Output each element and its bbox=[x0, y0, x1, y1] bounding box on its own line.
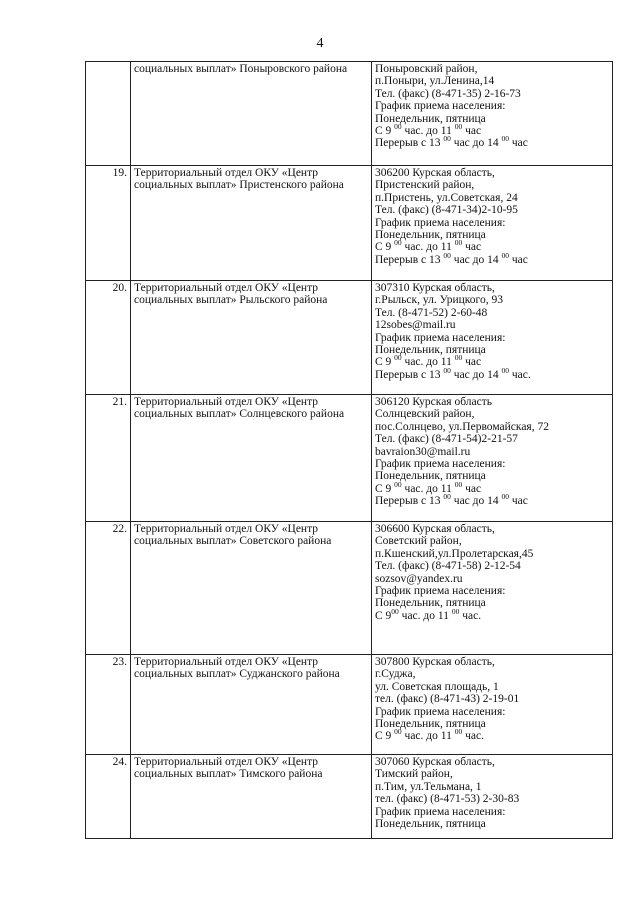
address-line: 307060 Курская область, bbox=[375, 756, 495, 768]
address-line: Тел. (факс) (8-471-58) 2-12-54 bbox=[375, 560, 521, 573]
address-line: тел. (факс) (8-471-43) 2-19-01 bbox=[375, 693, 520, 706]
time-minutes: 00 bbox=[394, 238, 402, 248]
address-line: п.Поныри, ул.Ленина,14 bbox=[375, 75, 495, 88]
row-number: 20. bbox=[86, 281, 131, 395]
address-line: Понедельник, пятница bbox=[375, 597, 486, 610]
address-line: 307800 Курская область, bbox=[375, 656, 495, 668]
time-minutes: 00 bbox=[443, 250, 451, 260]
address-line: Перерыв с 13 $^{00}$ час до 14 $^{00}$ час bbox=[375, 134, 528, 150]
row-number: 22. bbox=[86, 522, 131, 655]
address-line: пос.Солнцево, ул.Первомайская, 72 bbox=[375, 420, 549, 433]
office-name: Территориальный отдел ОКУ «Центр социальных выплат» Тимского района bbox=[131, 755, 372, 839]
address-line: С 9 $^{00}$ час. до 11 $^{00}$ час bbox=[375, 238, 482, 254]
time-minutes: 00 bbox=[451, 606, 460, 616]
time-minutes: 00 bbox=[501, 365, 509, 375]
time-minutes: 00 bbox=[394, 353, 402, 363]
address-line: г.Рыльск, ул. Урицкого, 93 bbox=[375, 294, 503, 307]
office-address bbox=[372, 522, 613, 655]
table-row bbox=[86, 755, 613, 839]
page-number: 4 bbox=[316, 36, 324, 51]
address-line: Тел. (факс) (8-471-54)2-21-57 bbox=[375, 433, 518, 446]
office-name: Территориальный отдел ОКУ «Центр социальных выплат» Пристенского района bbox=[131, 166, 372, 281]
table-row bbox=[86, 655, 613, 755]
address-line: 307310 Курская область, bbox=[375, 282, 495, 294]
address-line: С 9 $^{00}$ час. до 11 $^{00}$ час bbox=[375, 479, 482, 495]
time-minutes: 00 bbox=[454, 353, 463, 363]
office-address bbox=[372, 166, 613, 281]
address-line: Перерыв с 13 $^{00}$ час до 14 $^{00}$ час bbox=[375, 492, 528, 508]
time-minutes: 00 bbox=[391, 606, 399, 616]
address-line: С $9^{00}$ час. до 11 $^{00}$ час. bbox=[375, 606, 482, 622]
row-number: 23. bbox=[86, 655, 131, 755]
time-minutes: 00 bbox=[501, 250, 509, 260]
address-line: 306200 Курская область, bbox=[375, 167, 495, 179]
address-line: С 9 $^{00}$ час. до 11 $^{00}$ час bbox=[375, 122, 482, 138]
address-line: Пристенский район, bbox=[375, 179, 475, 192]
address-line: Перерыв с 13 $^{00}$ час до 14 $^{00}$ час. bbox=[375, 365, 531, 381]
time-minutes: 00 bbox=[454, 238, 463, 248]
table-row bbox=[86, 395, 613, 522]
offices-table-body bbox=[86, 62, 613, 839]
address-line: Перерыв с 13 $^{00}$ час до 14 $^{00}$ час bbox=[375, 250, 528, 266]
address-line: Тел. (факс) (8-471-35) 2-16-73 bbox=[375, 87, 521, 100]
address-line: 12sobes@mail.ru bbox=[375, 319, 456, 332]
address-line: Понедельник, пятница bbox=[375, 229, 486, 242]
address-line: С 9 $^{00}$ час. до 11 $^{00}$ час bbox=[375, 353, 482, 369]
time-minutes: 00 bbox=[443, 134, 451, 144]
time-minutes: 00 bbox=[454, 727, 463, 737]
table-row bbox=[86, 281, 613, 395]
office-address bbox=[372, 755, 613, 839]
address-line: Понедельник, пятница bbox=[375, 344, 486, 357]
address-line: Тел. (факс) (8-471-34)2-10-95 bbox=[375, 204, 518, 217]
address-line: 306120 Курская область bbox=[375, 396, 492, 408]
office-name: Территориальный отдел ОКУ «Центр социальных выплат» Рыльского района bbox=[131, 281, 372, 395]
address-line: График приема населения: bbox=[375, 458, 506, 471]
address-line: Солнцевский район, bbox=[375, 408, 475, 421]
address-line: График приема населения: bbox=[375, 100, 506, 113]
address-line: ул. Советская площадь, 1 bbox=[375, 680, 499, 693]
time-minutes: 00 bbox=[501, 134, 509, 144]
address-line: 306600 Курская область, bbox=[375, 523, 495, 535]
office-name: Территориальный отдел ОКУ «Центр социальных выплат» Советского района bbox=[131, 522, 372, 655]
address-line: п.Пристень, ул.Советская, 24 bbox=[375, 191, 518, 204]
time-minutes: 00 bbox=[394, 122, 402, 132]
row-number: 21. bbox=[86, 395, 131, 522]
address-line: п.Тим, ул.Тельмана, 1 bbox=[375, 780, 482, 793]
address-line: График приема населения: bbox=[375, 705, 506, 718]
row-number bbox=[86, 62, 131, 166]
address-line: sozsov@yandex.ru bbox=[375, 572, 463, 585]
address-line: bavraion30@mail.ru bbox=[375, 445, 471, 458]
address-line: Советский район, bbox=[375, 535, 462, 548]
address-line: С 9 $^{00}$ час. до 11 $^{00}$ час. bbox=[375, 727, 484, 743]
address-line: Понедельник, пятница bbox=[375, 470, 486, 483]
office-name: социальных выплат» Поныровского района bbox=[131, 62, 372, 166]
address-line: Тимский район, bbox=[375, 768, 453, 781]
address-line: График приема населения: bbox=[375, 585, 506, 598]
office-address bbox=[372, 655, 613, 755]
address-line: г.Суджа, bbox=[375, 668, 416, 681]
address-line: Понедельник, пятница bbox=[375, 818, 486, 831]
time-minutes: 00 bbox=[454, 122, 463, 132]
row-number: 19. bbox=[86, 166, 131, 281]
address-line: тел. (факс) (8-471-53) 2-30-83 bbox=[375, 793, 520, 806]
table-row bbox=[86, 166, 613, 281]
office-address bbox=[372, 395, 613, 522]
table-row bbox=[86, 62, 613, 166]
table-row bbox=[86, 522, 613, 655]
address-line: п.Кшенский,ул.Пролетарская,45 bbox=[375, 547, 534, 560]
row-number: 24. bbox=[86, 755, 131, 839]
address-line: График приема населения: bbox=[375, 805, 506, 818]
office-address bbox=[372, 62, 613, 166]
offices-table bbox=[85, 61, 613, 839]
address-line: Поныровский район, bbox=[375, 63, 478, 75]
time-minutes: 00 bbox=[501, 492, 509, 502]
address-line: Понедельник, пятница bbox=[375, 112, 486, 125]
address-line: График приема населения: bbox=[375, 331, 506, 344]
time-minutes: 00 bbox=[443, 365, 451, 375]
office-name: Территориальный отдел ОКУ «Центр социальных выплат» Суджанского района bbox=[131, 655, 372, 755]
time-minutes: 00 bbox=[394, 727, 402, 737]
address-line: График приема населения: bbox=[375, 216, 506, 229]
office-name: Территориальный отдел ОКУ «Центр социальных выплат» Солнцевского района bbox=[131, 395, 372, 522]
office-address bbox=[372, 281, 613, 395]
time-minutes: 00 bbox=[454, 479, 463, 489]
time-minutes: 00 bbox=[394, 479, 402, 489]
address-line: Понедельник, пятница bbox=[375, 718, 486, 731]
address-line: Тел. (8-471-52) 2-60-48 bbox=[375, 306, 488, 319]
time-minutes: 00 bbox=[443, 492, 451, 502]
